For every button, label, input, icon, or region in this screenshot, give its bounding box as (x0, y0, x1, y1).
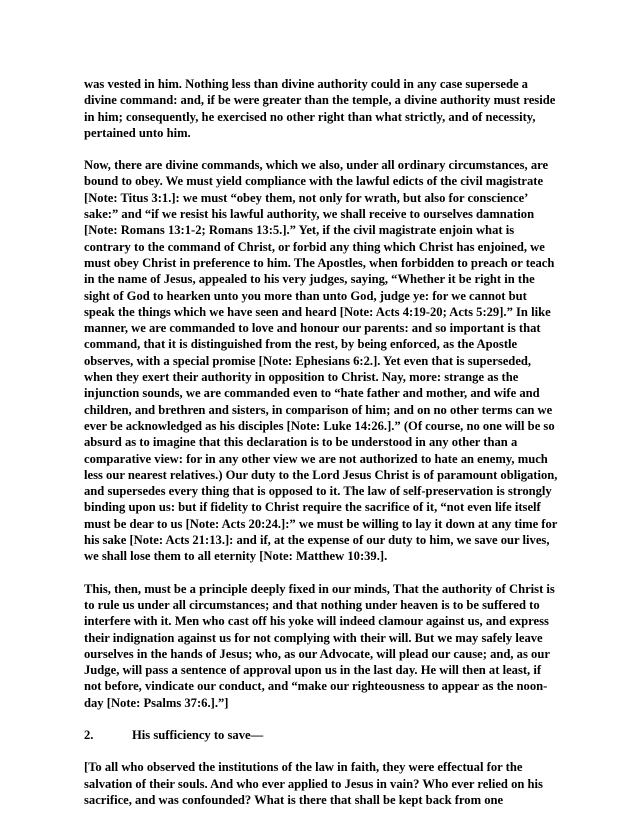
section-heading (84, 727, 558, 743)
paragraph-authority-vested: was vested in him. Nothing less than divine authority could in any case supersede a divine command: and, if be were greater than the temple, a divine authority must reside in him; consequently, he exercised no other right than what strictly, and of necessity, pertained unto him. (84, 77, 556, 140)
paragraph-principle-fixed: This, then, must be a principle deeply fixed in our minds, That the authority of Christ is to rule us under all circumstances; and that nothing under heaven is to be suffered to interfere with it. Men who cast off his yoke will indeed clamour against us, and express their indignation against us for not complying with their will. But we may safely leave ourselves in the hands of Jesus; who, as our Advocate, will plead our cause; and, as our Judge, will pass a sentence of approval upon us in the last day. He will then at least, if not before, vindicate our conduct, and “make our righteousness to appear as the noon-day [Note: Psalms 37:6.].”] (84, 581, 555, 710)
section-number: 2. (84, 727, 94, 742)
section-title: His sufficiency to save— (132, 727, 264, 742)
paragraph-sufficiency: [To all who observed the institutions of the law in faith, they were effectual for the salvation of their souls. And who ever applied to Jesus in vain? Who ever relied on his sacrifice, and was confounded? What is there that shall be kept back from one (84, 760, 543, 807)
paragraph-divine-commands: Now, there are divine commands, which we also, under all ordinary circumstances, are bound to obey. We must yield compliance with the lawful edicts of the civil magistrate [Note: Titus 3:1.]: we must “obey them, not only for wrath, but also for conscience’ sake:” and “if we resist his lawful authority, we shall receive to ourselves damnation [Note: Romans 13:1-2; Romans 13:5.].” Yet, if the civil magistrate enjoin what is contrary to the command of Christ, or forbid any thing which Christ has enjoined, we must obey Christ in preference to him. The Apostles, when forbidden to preach or teach in the name of Jesus, appealed to his very judges, saying, “Whether it be right in the sight of God to hearken unto you more than unto God, judge ye: for we cannot but speak the things which we have seen and heard [Note: Acts 4:19-20; Acts 5:29].” In like manner, we are commanded to love and honour our parents: and so important is that command, that it is distinguished from the rest, by being enforced, as the Apostle observes, with a special promise [Note: Ephesians 6:2.]. Yet even that is superseded, when they exert their authority in opposition to Christ. Nay, more: strange as the injunction sounds, we are commanded even to “hate father and mother, and wife and children, and brethren and sisters, in comparison of him; and on no other terms can we ever be acknowledged as his disciples [Note: Luke 14:26.].” (Of course, no one will be so absurd as to imagine that this declaration is to be understood in any other than a comparative view: for in any other view we are not authorized to hate an enemy, much less our nearest relatives.) Our duty to the Lord Jesus Christ is of paramount obligation, and supersedes every thing that is opposed to it. The law of self-preservation is strongly binding upon us: but if fidelity to Christ require the sacrifice of it, “not even life itself must be dear to us [Note: Acts 20:24.]:” we must be willing to lay it down at any time for his sake [Note: Acts 21:13.]: and if, at the expense of our duty to him, we save our lives, we shall lose them to all eternity [Note: Matthew 10:39.]. (84, 158, 558, 564)
